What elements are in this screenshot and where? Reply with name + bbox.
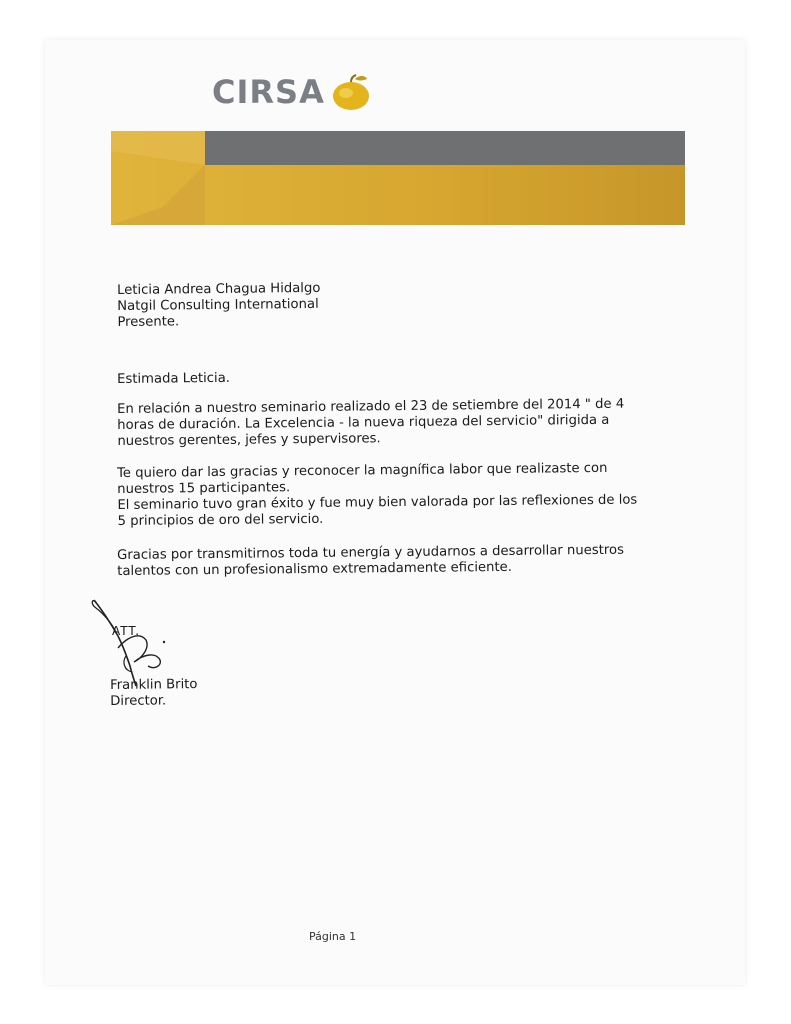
page-number: Página 1 (309, 930, 357, 943)
signer-block (110, 677, 198, 710)
golden-apple-icon (329, 72, 373, 112)
paragraph-line: nuestros gerentes, jefes y supervisores. (117, 431, 381, 449)
paragraph-line: talentos con un profesionalismo extremadamente eficiente. (117, 559, 513, 579)
greeting: Estimada Leticia. (117, 370, 231, 387)
paragraph-line: Gracias por transmitirnos toda tu energía y ayudarnos a desarrollar nuestros (117, 542, 625, 563)
paragraph-line: Te quiero dar las gracias y reconocer la magnífica labor que realizaste con (117, 460, 608, 481)
logo-text: CIRSA (212, 73, 325, 111)
recipient-name: Leticia Andrea Chagua Hidalgo (117, 280, 321, 298)
paragraph-line: En relación a nuestro seminario realizado el 23 de setiembre del 2014 " de 4 (117, 396, 625, 417)
paragraph-line: 5 principios de oro del servicio. (117, 511, 324, 529)
signer-title: Director. (110, 693, 167, 709)
cirsa-logo (212, 72, 373, 112)
recipient-presente: Presente. (117, 314, 180, 330)
handwritten-signature (88, 596, 178, 688)
paragraph-line: horas de duración. La Excelencia - la nueva riqueza del servicio" dirigida a (117, 412, 610, 433)
signer-name: Franklin Brito (110, 677, 198, 693)
recipient-address (117, 281, 321, 331)
paragraph-line: nuestros 15 participantes. (117, 480, 291, 497)
recipient-company: Natgil Consulting International (117, 296, 319, 314)
closing-att: ATT. (112, 624, 141, 638)
header-banner (111, 131, 685, 225)
paragraph-1 (117, 396, 657, 450)
paragraph-3 (117, 542, 657, 580)
paragraph-2 (117, 460, 663, 530)
paragraph-line: El seminario tuvo gran éxito y fue muy bien valorada por las reflexiones de los (117, 492, 638, 513)
